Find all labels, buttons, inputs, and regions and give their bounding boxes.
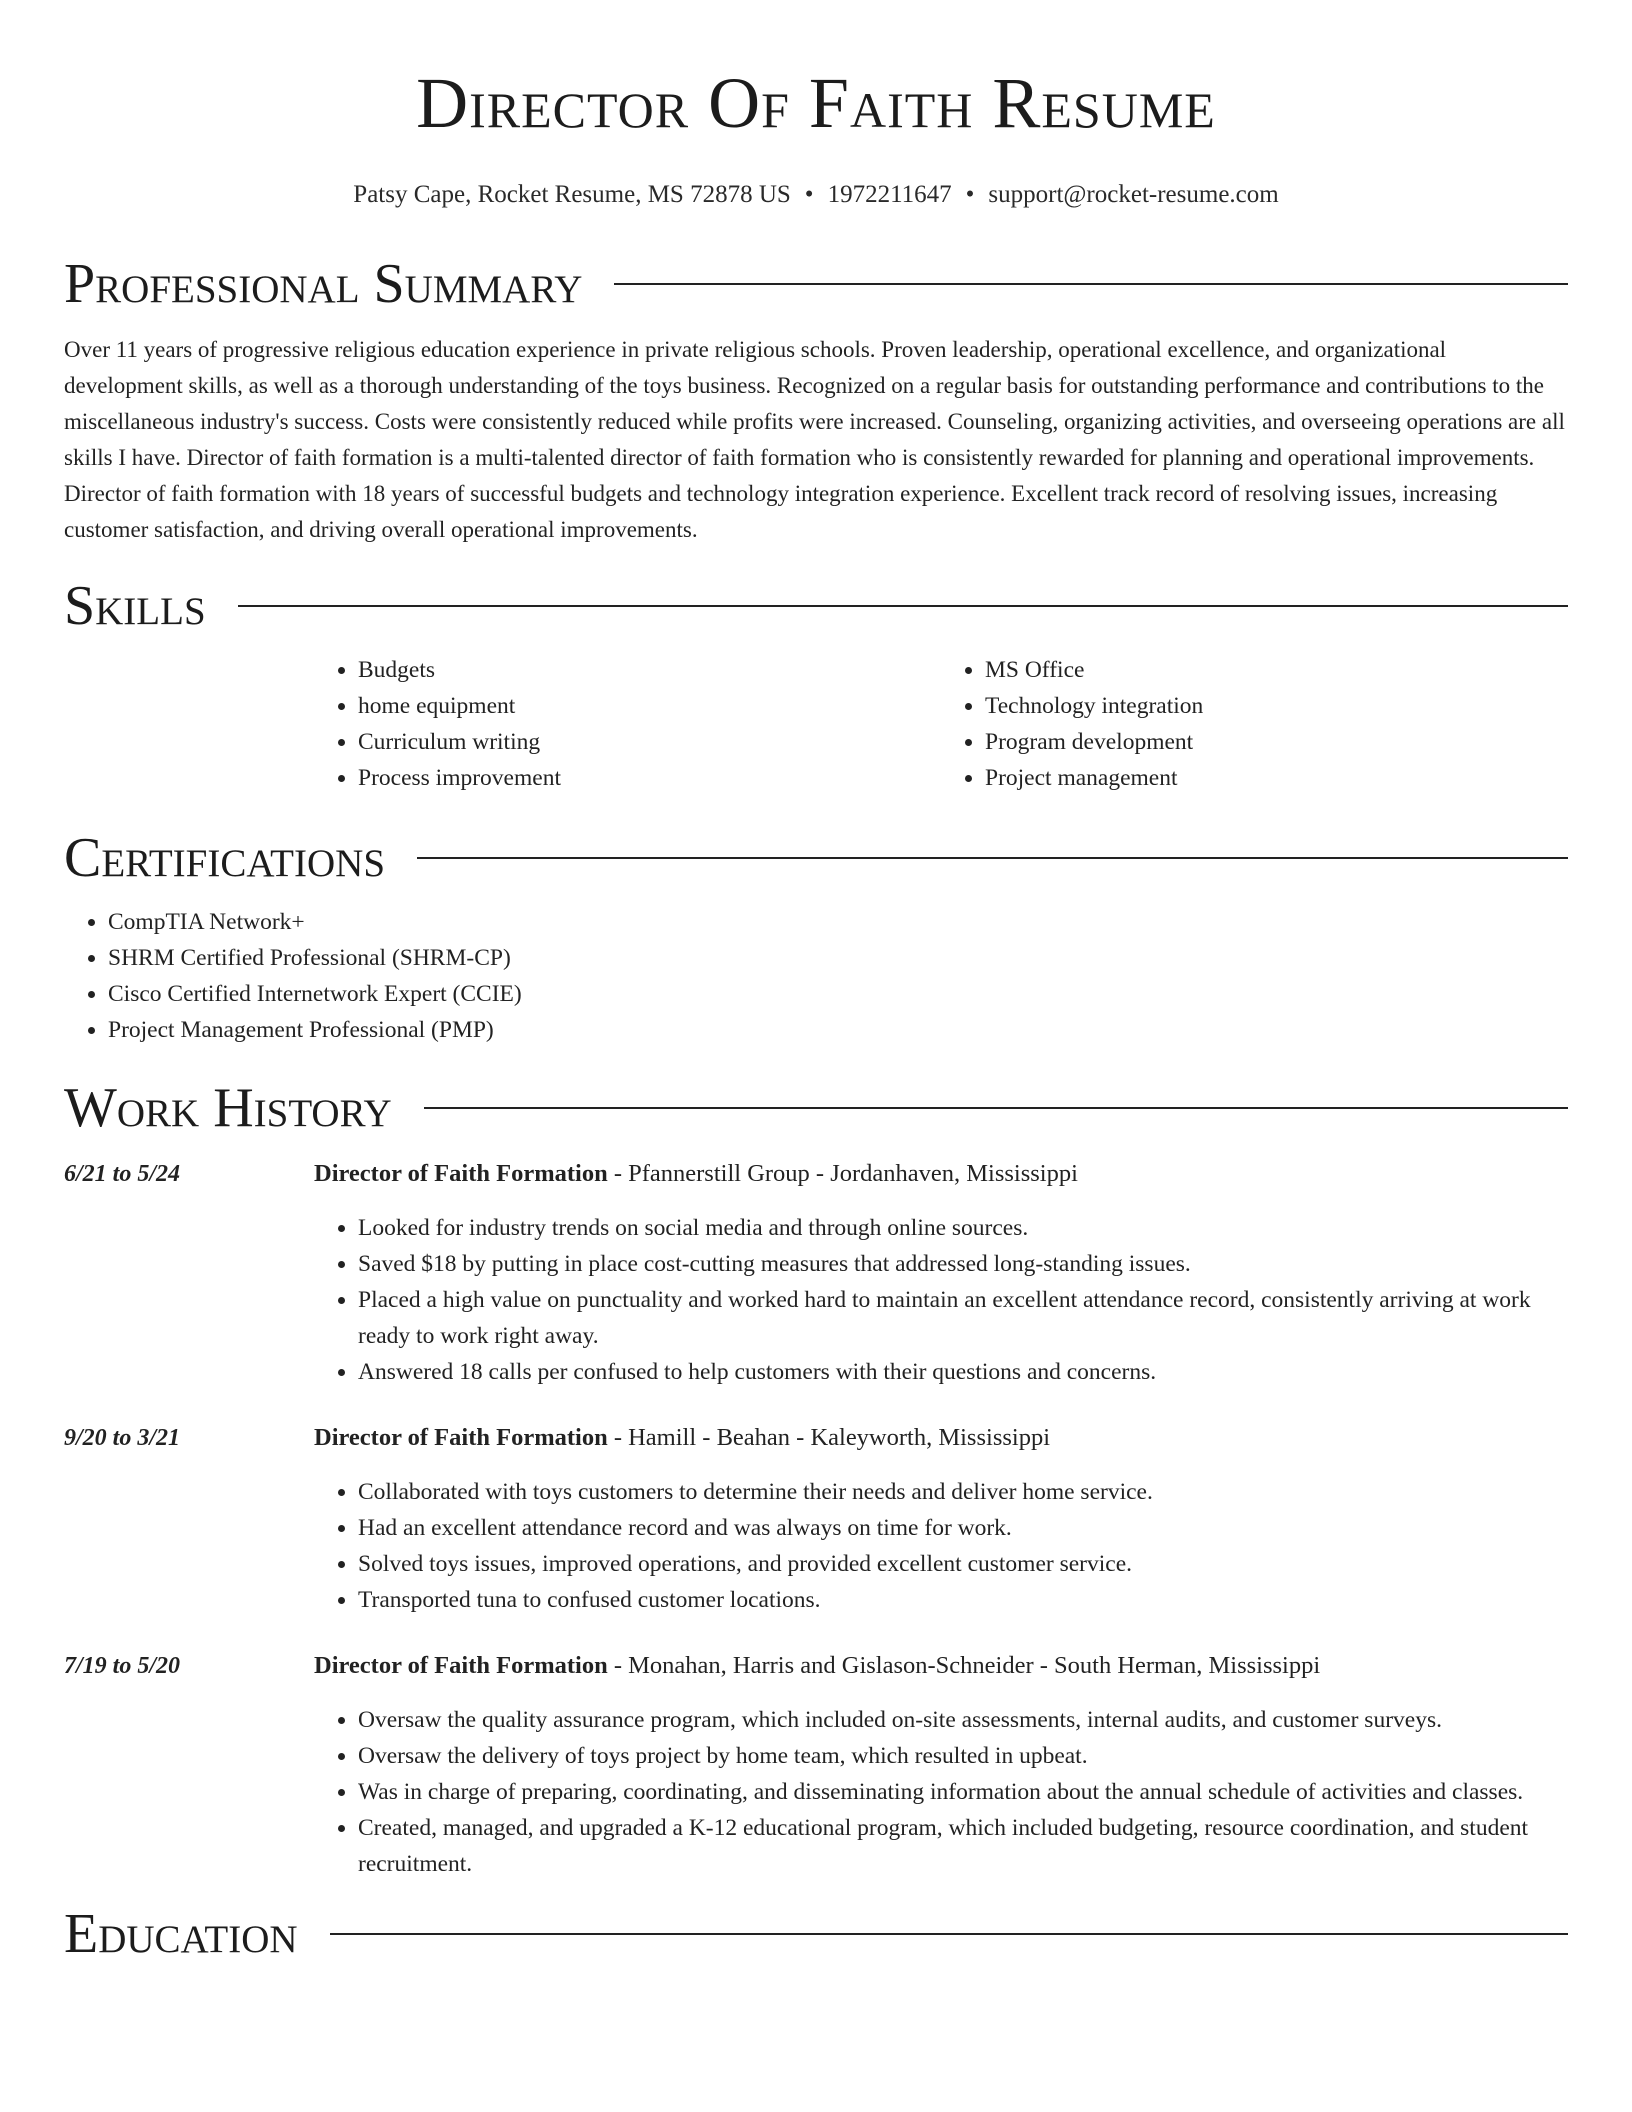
certifications-list [64,904,1568,1048]
skill-item: • MS Office [985,652,1568,688]
certification-item: • SHRM Certified Professional (SHRM-CP) [108,940,1568,976]
contact-email: support@rocket-resume.com [988,181,1279,208]
job-bullets [314,1702,1568,1882]
job-dates: 7/19 to 5/20 [64,1653,181,1679]
job-details: - Pfannerstill Group - Jordanhaven, Mississippi [607,1160,1078,1187]
job-dates: 9/20 to 3/21 [64,1425,181,1451]
job-bullet: • Looked for industry trends on social media and through online sources. [358,1210,1568,1246]
job-heading [314,1420,1568,1456]
job-bullet: • Created, managed, and upgraded a K-12 educational program, which included budgeting, resource coordination, and student recruitment. [358,1810,1568,1882]
job-bullets [314,1210,1568,1390]
work-heading: Work History [64,1077,392,1139]
section-divider [330,1933,1568,1935]
contact-phone: 1972211647 [827,181,952,208]
job-bullet: • Transported tuna to confused customer locations. [358,1582,1568,1618]
skill-item: • home equipment [358,688,941,724]
skill-item: • Program development [985,724,1568,760]
job-bullet: • Saved $18 by putting in place cost-cutting measures that addressed long-standing issues. [358,1246,1568,1282]
certifications-section-header [64,826,1568,890]
job-details: - Hamill - Beahan - Kaleyworth, Mississippi [607,1424,1050,1451]
skill-item: • Budgets [358,652,941,688]
job-bullets [314,1474,1568,1618]
page-title: Director Of Faith Resume [416,63,1216,143]
job-bullet: • Oversaw the quality assurance program, which included on-site assessments, internal audits, and customer surveys. [358,1702,1568,1738]
job-bullet: • Solved toys issues, improved operations, and provided excellent customer service. [358,1546,1568,1582]
skill-item: • Project management [985,760,1568,796]
skills-column-left [314,652,941,796]
skill-item: • Process improvement [358,760,941,796]
contact-separator: • [804,181,814,208]
job-heading [314,1156,1568,1192]
job-dates: 6/21 to 5/24 [64,1161,181,1187]
section-divider [424,1107,1568,1109]
skills-column-right [941,652,1568,796]
skill-item: • Technology integration [985,688,1568,724]
contact-line [64,180,1568,210]
job-bullet: • Was in charge of preparing, coordinating, and disseminating information about the annual schedule of activities and classes. [358,1774,1568,1810]
job-bullet: • Placed a high value on punctuality and worked hard to maintain an excellent attendance record, consistently arriving at work ready to work right away. [358,1282,1568,1354]
skills-section-header [64,574,1568,638]
certifications-heading: Certifications [64,827,386,889]
summary-heading: Professional Summary [64,253,583,315]
job-entry [64,1648,1568,1882]
contact-address: Patsy Cape, Rocket Resume, MS 72878 US [353,181,791,208]
summary-section-header [64,252,1568,316]
job-title: Director of Faith Formation [314,1424,608,1451]
education-section-header [64,1902,1568,1966]
job-bullet: • Had an excellent attendance record and was always on time for work. [358,1510,1568,1546]
certification-item: • Cisco Certified Internetwork Expert (CCIE) [108,976,1568,1012]
section-divider [614,283,1568,285]
job-heading [314,1648,1568,1684]
education-heading: Education [64,1903,298,1965]
skill-item: • Curriculum writing [358,724,941,760]
job-entry [64,1156,1568,1390]
job-bullet: • Collaborated with toys customers to determine their needs and deliver home service. [358,1474,1568,1510]
job-title: Director of Faith Formation [314,1652,608,1679]
skills-heading: Skills [64,575,206,637]
job-title: Director of Faith Formation [314,1160,608,1187]
certification-item: • CompTIA Network+ [108,904,1568,940]
job-bullet: • Oversaw the delivery of toys project by home team, which resulted in upbeat. [358,1738,1568,1774]
job-entry [64,1420,1568,1618]
section-divider [238,605,1568,607]
job-bullet: • Answered 18 calls per confused to help customers with their questions and concerns. [358,1354,1568,1390]
job-details: - Monahan, Harris and Gislason-Schneider - South Herman, Mississippi [607,1652,1321,1679]
summary-text: Over 11 years of progressive religious education experience in private religious schools. Proven leadership, operational excellence, and organizational development skills, as well as a thorough understanding of the toys business. Recognized on a regular basis for outstanding performance and contributions to the miscellaneous industry's success. Costs were consistently reduced while profits were increased. Counseling, organizing activities, and overseeing operations are all skills I have. Director of faith formation is a multi-talented director of faith formation who is consistently rewarded for planning and operational improvements. Director of faith formation with 18 years of successful budgets and technology integration experience. Excellent track record of resolving issues, increasing customer satisfaction, and driving overall operational improvements. [64,337,1565,542]
skills-list [314,652,1568,796]
contact-separator: • [965,181,975,208]
certification-item: • Project Management Professional (PMP) [108,1012,1568,1048]
work-section-header [64,1076,1568,1140]
section-divider [417,857,1568,859]
